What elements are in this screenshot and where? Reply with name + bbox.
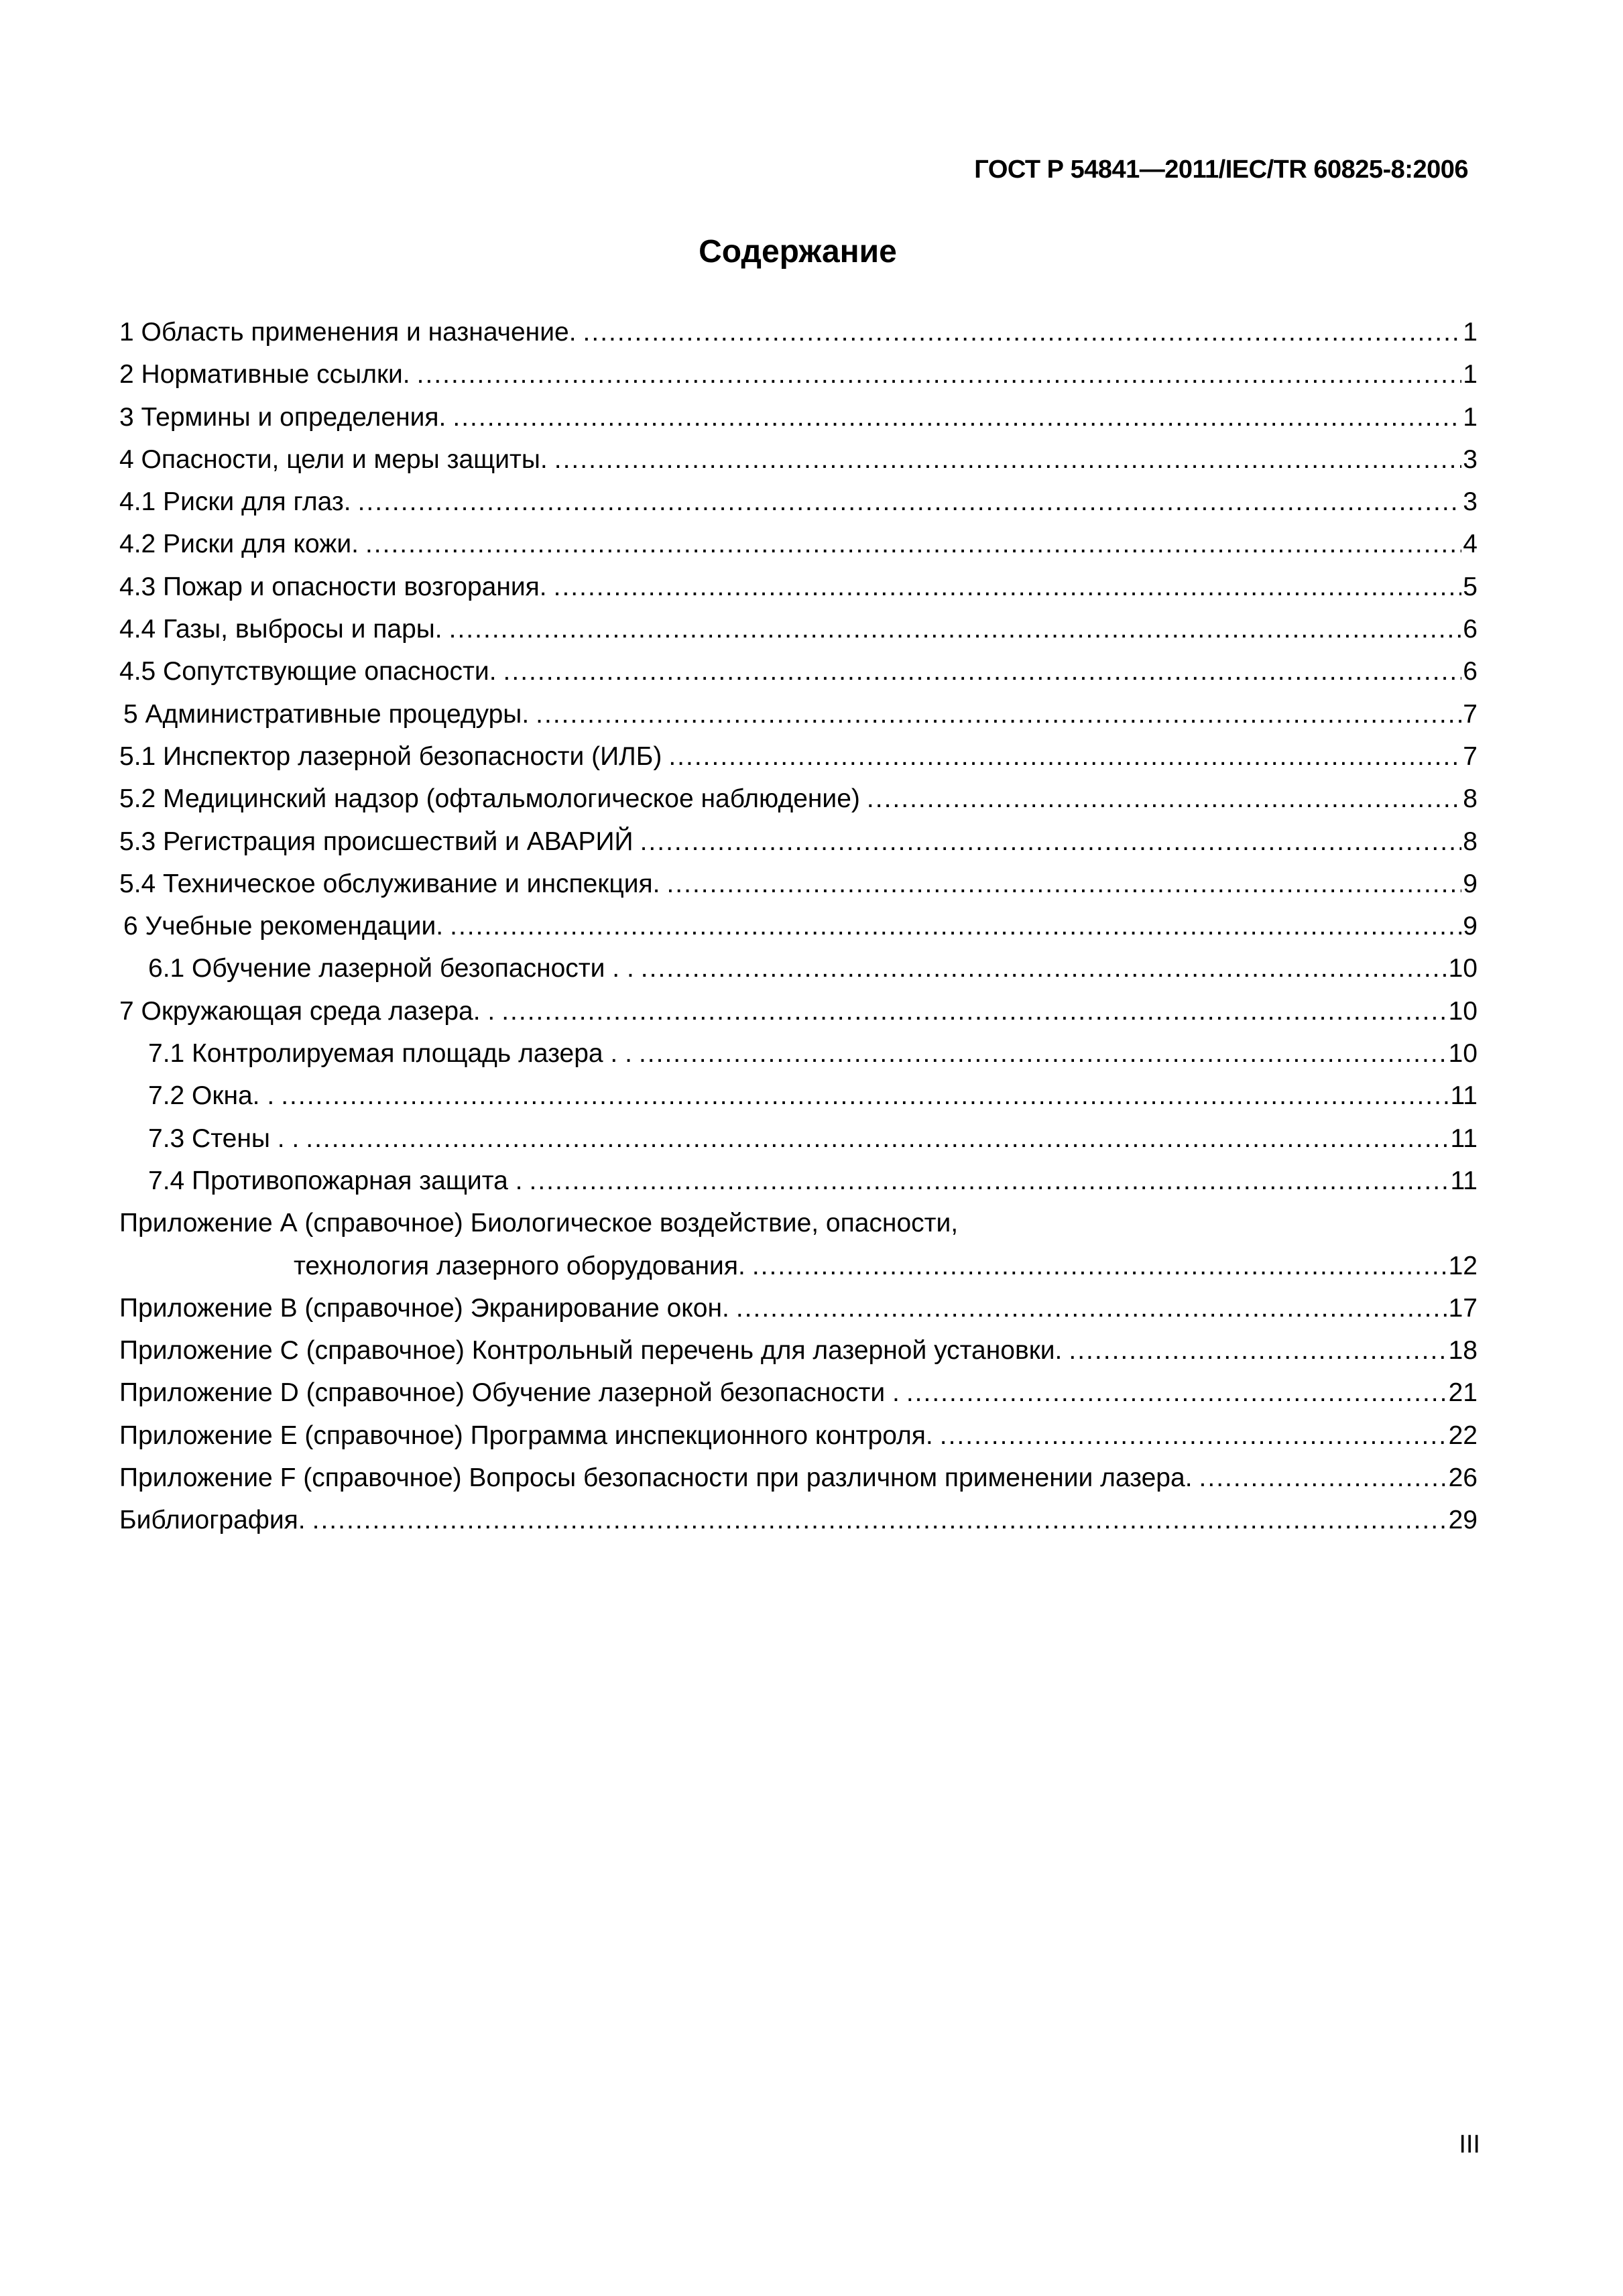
toc-entry-page: 9 [1463,869,1478,898]
toc-entry[interactable] [119,481,1478,523]
toc-leader-dots [668,735,1461,778]
toc-leader-dots [940,1414,1447,1457]
toc-entry-title: Приложение С (справочное) Контрольный перечень для лазерной установки. [119,1336,1063,1366]
toc-entry-page: 10 [1448,996,1478,1026]
toc-leader-dots [281,1075,1449,1117]
toc-entry-page: 7 [1463,741,1478,771]
toc-leader-dots [536,693,1461,735]
toc-entry-title: 5.4 Техническое обслуживание и инспекция. [119,869,660,898]
toc-entry-title: Приложение А (справочное) Биологическое воздействие, опасности, [119,1209,959,1238]
toc-heading: Содержание [699,234,897,269]
toc-entry-title: 2 Нормативные ссылки. [119,360,410,389]
toc-entry[interactable] [119,396,1478,438]
toc-entry-title: 5.2 Медицинский надзор (офтальмологическое наблюдение) [119,784,860,814]
toc-entry[interactable] [119,1117,1478,1160]
toc-entry[interactable] [119,1372,1478,1414]
toc-entry-title: Приложение В (справочное) Экранирование окон. [119,1293,729,1323]
toc-entry[interactable] [119,990,1478,1032]
toc-entry-page: 1 [1463,360,1478,389]
toc-entry[interactable] [119,1499,1478,1541]
toc-entry[interactable] [119,650,1478,692]
toc-entry-title: технология лазерного оборудования. [294,1251,745,1280]
toc-entry-page: 17 [1448,1293,1478,1323]
toc-entry-page: 6 [1463,615,1478,644]
toc-entry-title: 7 Окружающая среда лазера. . [119,996,495,1026]
toc-leader-dots [639,1032,1447,1075]
toc-entry-title: 5 Административные процедуры. [123,699,530,729]
toc-entry[interactable] [119,778,1478,820]
toc-entry-page: 6 [1463,657,1478,686]
toc-entry[interactable] [119,1202,1478,1244]
toc-entry[interactable] [119,905,1478,947]
toc-entry-page: 29 [1448,1506,1478,1535]
toc-entry-page: 12 [1448,1251,1478,1280]
toc-entry[interactable] [119,1457,1478,1499]
toc-entry-title: Библиография. [119,1506,306,1535]
toc-leader-dots [529,1160,1449,1202]
table-of-contents [119,311,1478,1542]
toc-entry-title: 5.1 Инспектор лазерной безопасности (ИЛБ) [119,741,662,771]
toc-entry-page: 11 [1450,1166,1478,1195]
toc-entry-page: 9 [1463,912,1478,941]
toc-entry[interactable] [119,821,1478,863]
toc-entry-title: 7.3 Стены . . [148,1124,300,1153]
toc-entry[interactable] [119,1329,1478,1372]
toc-entry[interactable] [119,1287,1478,1329]
toc-entry[interactable] [119,566,1478,608]
toc-entry[interactable] [119,1075,1478,1117]
toc-leader-dots [1069,1329,1447,1372]
toc-leader-dots [358,481,1462,523]
toc-entry[interactable] [119,693,1478,735]
toc-leader-dots [640,821,1462,863]
toc-entry-page: 4 [1463,530,1478,559]
toc-entry-page: 1 [1463,402,1478,432]
toc-entry-page: 22 [1448,1421,1478,1450]
toc-entry[interactable] [119,1414,1478,1457]
toc-entry-page: 8 [1463,784,1478,814]
toc-leader-dots [867,778,1461,820]
toc-entry-title: 4 Опасности, цели и меры защиты. [119,444,548,474]
toc-entry-title: 3 Термины и определения. [119,402,446,432]
toc-entry-title: 1 Область применения и назначение. [119,318,577,347]
toc-entry-page: 3 [1463,444,1478,474]
toc-leader-dots [906,1372,1447,1414]
toc-entry-title: 4.5 Сопутствующие опасности. [119,657,497,686]
toc-leader-dots [1199,1457,1447,1499]
toc-leader-dots [501,990,1447,1032]
toc-entry-title: 6.1 Обучение лазерной безопасности . . [148,954,634,983]
toc-leader-dots [752,1245,1447,1287]
toc-entry-continuation[interactable] [119,1245,1478,1287]
toc-entry[interactable] [119,523,1478,565]
toc-entry-page: 10 [1448,954,1478,983]
toc-entry[interactable] [119,353,1478,396]
toc-entry[interactable] [119,438,1478,481]
toc-leader-dots [449,608,1462,650]
toc-entry-title: 4.4 Газы, выбросы и пары. [119,615,442,644]
toc-entry-title: Приложение Е (справочное) Программа инспекционного контроля. [119,1421,933,1450]
toc-leader-dots [417,353,1462,396]
toc-entry[interactable] [119,863,1478,905]
toc-entry-title: 4.1 Риски для глаз. [119,487,351,517]
toc-entry[interactable] [119,311,1478,353]
toc-entry-title: 5.3 Регистрация происшествий и АВАРИЙ [119,827,634,856]
toc-entry-page: 7 [1463,699,1478,729]
toc-entry[interactable] [119,1032,1478,1075]
toc-entry-page: 11 [1450,1081,1478,1111]
toc-leader-dots [312,1499,1447,1541]
toc-leader-dots [453,396,1461,438]
toc-entry-page: 1 [1463,318,1478,347]
toc-entry-title: 7.4 Противопожарная защита . [148,1166,523,1195]
toc-leader-dots [503,650,1462,692]
page-number: III [1459,2130,1480,2159]
toc-entry-title: 7.1 Контролируемая площадь лазера . . [148,1039,632,1069]
toc-entry-page: 18 [1448,1336,1478,1366]
toc-leader-dots [306,1117,1449,1160]
document-code: ГОСТ Р 54841—2011/IEC/TR 60825-8:2006 [974,156,1468,184]
toc-entry[interactable] [119,735,1478,778]
toc-entry-page: 5 [1463,572,1478,601]
toc-entry-page: 11 [1450,1124,1478,1153]
toc-entry-title: 7.2 Окна. . [148,1081,275,1111]
toc-entry-title: Приложение F (справочное) Вопросы безопасности при различном применении лазера. [119,1463,1193,1493]
toc-entry-page: 26 [1448,1463,1478,1493]
toc-entry-page: 10 [1448,1039,1478,1069]
toc-leader-dots [583,311,1462,353]
toc-entry-title: 6 Учебные рекомендации. [123,912,444,941]
toc-entry[interactable] [119,947,1478,989]
toc-leader-dots [365,523,1461,565]
toc-entry-page: 21 [1448,1378,1478,1408]
toc-entry-title: Приложение D (справочное) Обучение лазерной безопасности . [119,1378,900,1408]
toc-entry-page: 8 [1463,827,1478,856]
toc-leader-dots [554,438,1462,481]
toc-leader-dots [736,1287,1447,1329]
toc-entry[interactable] [119,1160,1478,1202]
toc-entry-page: 3 [1463,487,1478,517]
toc-entry-title: 4.2 Риски для кожи. [119,530,359,559]
toc-leader-dots [666,863,1461,905]
toc-entry[interactable] [119,608,1478,650]
toc-entry-title: 4.3 Пожар и опасности возгорания. [119,572,547,601]
toc-leader-dots [450,905,1461,947]
toc-leader-dots [641,947,1447,989]
toc-leader-dots [554,566,1462,608]
